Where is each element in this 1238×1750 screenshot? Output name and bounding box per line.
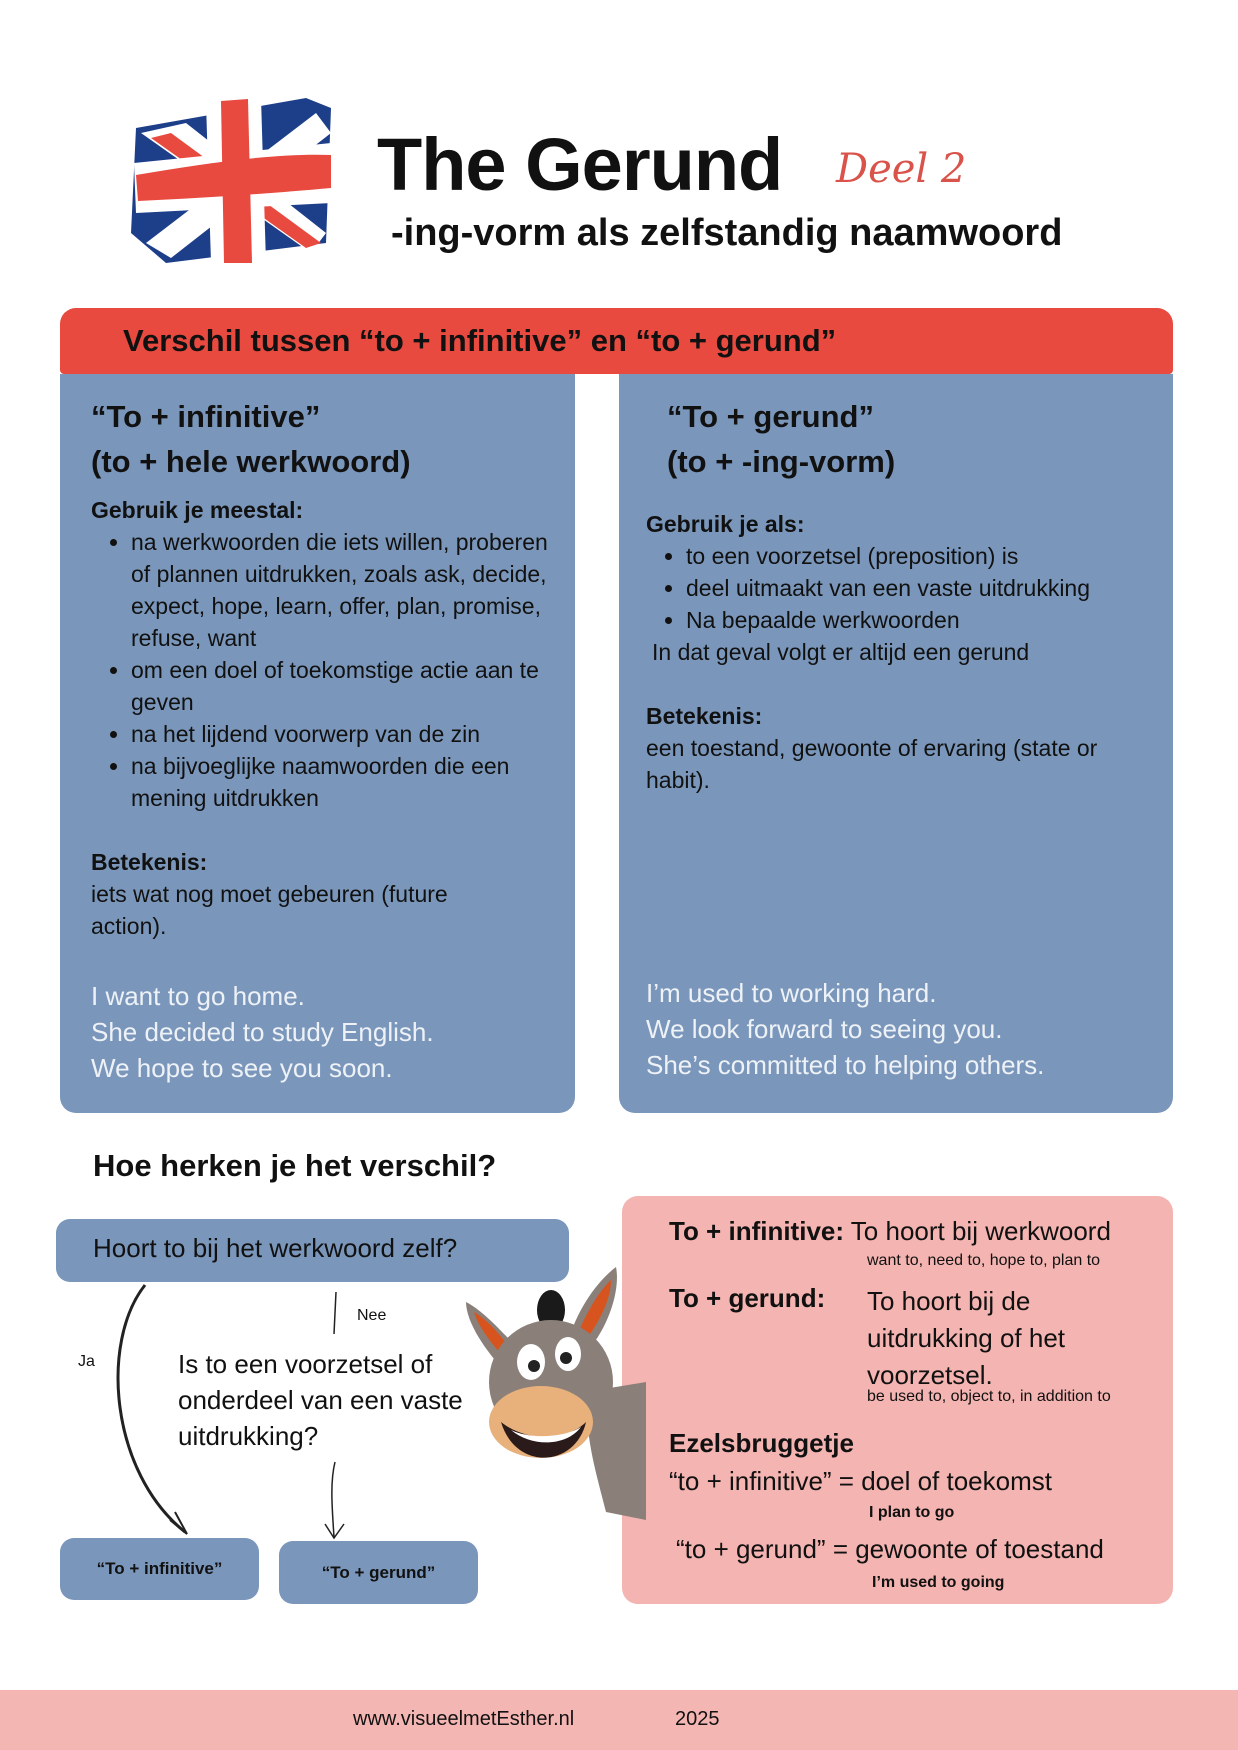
no-label: Nee (357, 1307, 387, 1324)
meaning-text: een toestand, gewoonte of ervaring (state or habit). (646, 735, 1098, 793)
usage-label: Gebruik je meestal: (91, 497, 304, 523)
example-sentence: I’m used to working hard. (646, 978, 937, 1008)
example-sentence: She’s committed to helping others. (646, 1050, 1045, 1080)
meaning-label: Betekenis: (646, 703, 763, 729)
example-sentence: We look forward to seeing you. (646, 1014, 1003, 1044)
list-item: • om een doel of toekomstige actie aan te geven (131, 654, 551, 718)
infinitive-heading-line1: “To + infinitive” (91, 399, 321, 434)
inf-examples: want to, need to, hope to, plan to (867, 1252, 1101, 1269)
example-sentence: She decided to study English. (91, 1017, 434, 1047)
no-line-icon (334, 1292, 336, 1334)
result-gerund: “To + gerund” (279, 1541, 478, 1604)
second-question: Is to een voorzetsel of onderdeel van een vaste uitdrukking? (178, 1349, 463, 1451)
yes-arrow-icon (118, 1285, 185, 1532)
union-jack-flag-icon (126, 93, 338, 265)
result-infinitive: “To + infinitive” (60, 1538, 259, 1600)
usage-list (646, 540, 1146, 636)
list-item: • Na bepaalde werkwoorden (686, 604, 1146, 636)
list-item: • deel uitmaakt van een vaste uitdrukking (686, 572, 1146, 604)
mnemonic-infinitive-example: I plan to go (869, 1504, 955, 1521)
mnemonic-infinitive: “to + infinitive” = doel of toekomst (669, 1466, 1052, 1496)
example-sentence: I want to go home. (91, 981, 305, 1011)
page-subtitle: -ing-vorm als zelfstandig naamwoord (391, 212, 1063, 254)
website-link[interactable]: www.visueelmetEsther.nl (353, 1708, 575, 1730)
meaning-label: Betekenis: (91, 849, 208, 875)
infinitive-panel (60, 374, 575, 1113)
gerund-heading (667, 394, 895, 484)
donkey-mascot-icon (456, 1262, 646, 1520)
summary-box (622, 1196, 1173, 1604)
flow-heading: Hoe herken je het verschil? (93, 1148, 497, 1183)
footer (0, 1690, 1238, 1750)
infinitive-heading-line2: (to + hele werkwoord) (91, 444, 411, 479)
ger-label: To + gerund: (669, 1283, 826, 1313)
gerund-heading-line1: “To + gerund” (667, 399, 874, 434)
meaning-text: iets wat nog moet gebeuren (future action). (91, 881, 448, 939)
yes-label: Ja (78, 1353, 95, 1370)
mnemonic-gerund-example: I’m used to going (872, 1574, 1005, 1591)
ger-text: To hoort bij de uitdrukking of het voorzetsel. (867, 1286, 1066, 1390)
list-item: • na het lijdend voorwerp van de zin (131, 718, 551, 750)
inf-label: To + infinitive: (669, 1216, 845, 1246)
mnemonic-title: Ezelsbruggetje (669, 1428, 854, 1458)
inf-text: To hoort bij werkwoord (850, 1216, 1111, 1246)
mnemonic-gerund: “to + gerund” = gewoonte of toestand (676, 1534, 1104, 1564)
list-item: • to een voorzetsel (preposition) is (686, 540, 1146, 572)
no-arrow-icon (325, 1462, 344, 1538)
question-text: Hoort to bij het werkwoord zelf? (93, 1233, 458, 1263)
ger-examples: be used to, object to, in addition to (867, 1388, 1111, 1405)
list-item: • na bijvoeglijke naamwoorden die een mening uitdrukken (131, 750, 551, 814)
gerund-note: In dat geval volgt er altijd een gerund (652, 639, 1030, 665)
section-banner (60, 308, 1173, 374)
footer-year: 2025 (675, 1708, 720, 1730)
example-sentence: We hope to see you soon. (91, 1053, 393, 1083)
section-title: Verschil tussen “to + infinitive” en “to + gerund” (123, 323, 837, 358)
list-item: • na werkwoorden die iets willen, proberen of plannen uitdrukken, zoals ask, decide, expect, hope, learn, offer, plan, promise, refuse, want (131, 526, 551, 654)
usage-label: Gebruik je als: (646, 511, 805, 537)
usage-list (91, 526, 551, 814)
infinitive-heading (91, 394, 411, 484)
page-title: The Gerund (377, 123, 783, 206)
gerund-heading-line2: (to + -ing-vorm) (667, 444, 896, 479)
part-label: Deel 2 (836, 146, 967, 192)
gerund-panel (619, 374, 1173, 1113)
